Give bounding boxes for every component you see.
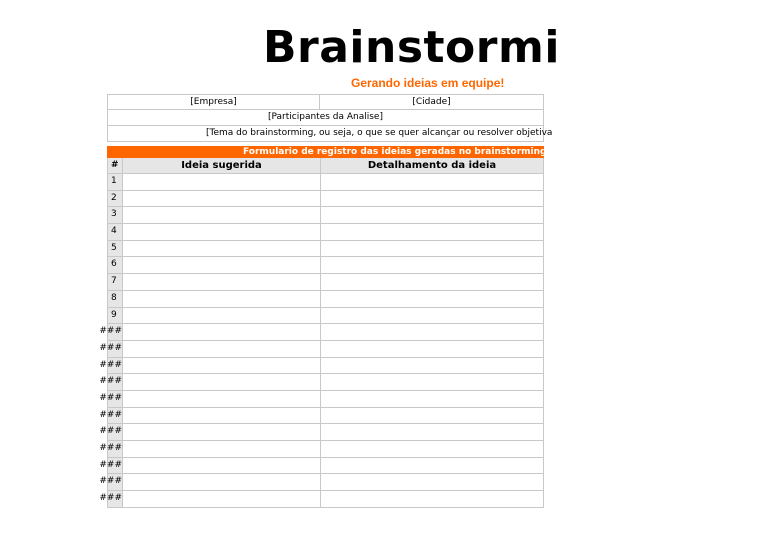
table-row [99,324,543,341]
idea-cell[interactable] [123,308,321,324]
detail-cell[interactable] [321,274,543,290]
detail-cell[interactable] [321,324,543,340]
detail-cell[interactable] [321,241,543,257]
document-subtitle: Gerando ideias em equipe! [351,76,505,90]
idea-cell[interactable] [123,374,321,390]
header-idea: Ideia sugerida [123,158,321,173]
row-number: ### [108,374,123,390]
table-row [108,191,543,208]
idea-cell[interactable] [123,341,321,357]
ideas-table [99,158,544,508]
detail-cell[interactable] [321,257,543,273]
row-number: ### [108,441,123,457]
idea-cell[interactable] [123,391,321,407]
row-number: 4 [108,224,123,240]
row-number: ### [108,491,123,507]
table-row [99,458,543,475]
row-number: ### [108,324,123,340]
detail-cell[interactable] [321,308,543,324]
table-row [99,424,543,441]
table-row [99,391,543,408]
idea-cell[interactable] [123,291,321,307]
detail-cell[interactable] [321,474,543,490]
detail-cell[interactable] [321,358,543,374]
table-row [99,358,543,375]
idea-cell[interactable] [123,474,321,490]
idea-cell[interactable] [123,174,321,190]
participants-cell[interactable]: [Participantes da Analise] [107,110,544,126]
table-row [108,274,543,291]
idea-cell[interactable] [123,491,321,507]
row-number: ### [108,408,123,424]
row-number: ### [108,458,123,474]
row-number: 5 [108,241,123,257]
header-number: # [108,158,123,173]
idea-cell[interactable] [123,424,321,440]
row-number: 6 [108,257,123,273]
detail-cell[interactable] [321,191,543,207]
detail-cell[interactable] [321,458,543,474]
detail-cell[interactable] [321,441,543,457]
info-row-company-city [107,94,544,110]
idea-cell[interactable] [123,458,321,474]
table-header-row [108,158,543,174]
detail-cell[interactable] [321,174,543,190]
idea-cell[interactable] [123,224,321,240]
table-row [108,308,543,325]
table-row [108,224,543,241]
table-row [108,291,543,308]
detail-cell[interactable] [321,341,543,357]
row-number: ### [108,474,123,490]
table-row [108,207,543,224]
table-row [99,474,543,491]
table-row [99,408,543,425]
table-row [108,174,543,191]
header-detail: Detalhamento da ideia [321,158,543,173]
company-cell[interactable]: [Empresa] [108,95,320,110]
detail-cell[interactable] [321,291,543,307]
table-row [99,491,543,508]
detail-cell[interactable] [321,224,543,240]
row-number: 8 [108,291,123,307]
row-number: 7 [108,274,123,290]
table-row [108,241,543,258]
idea-cell[interactable] [123,358,321,374]
document-title: Brainstormi [263,22,560,73]
detail-cell[interactable] [321,491,543,507]
idea-cell[interactable] [123,408,321,424]
idea-cell[interactable] [123,191,321,207]
table-row [99,374,543,391]
idea-cell[interactable] [123,241,321,257]
table-row [108,257,543,274]
topic-text: [Tema do brainstorming, ou seja, o que se quer alcançar ou resolver objetiva [206,128,553,138]
idea-cell[interactable] [123,324,321,340]
idea-cell[interactable] [123,274,321,290]
row-number: 1 [108,174,123,190]
detail-cell[interactable] [321,408,543,424]
row-number: ### [108,341,123,357]
form-banner: Formulario de registro das ideias geradas no brainstorming [107,146,544,158]
table-row [99,441,543,458]
row-number: 2 [108,191,123,207]
detail-cell[interactable] [321,424,543,440]
detail-cell[interactable] [321,374,543,390]
row-number: 9 [108,308,123,324]
topic-cell[interactable] [107,126,553,142]
idea-cell[interactable] [123,207,321,223]
idea-cell[interactable] [123,257,321,273]
table-row [99,341,543,358]
row-number: 3 [108,207,123,223]
idea-cell[interactable] [123,441,321,457]
row-number: ### [108,391,123,407]
detail-cell[interactable] [321,207,543,223]
row-number: ### [108,358,123,374]
detail-cell[interactable] [321,391,543,407]
row-number: ### [108,424,123,440]
city-cell[interactable]: [Cidade] [412,97,451,107]
